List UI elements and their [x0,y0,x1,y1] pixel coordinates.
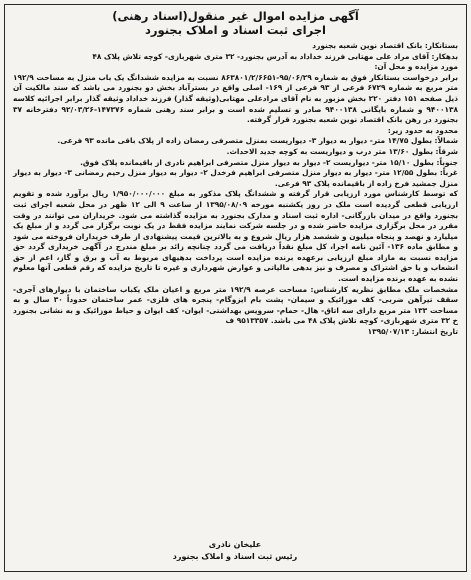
subject-heading: مورد مزایده و محل آن: [374,62,458,72]
notice-title-line1: آگهی مزایده اموال غیر منقول(اسناد رهنی) [112,9,359,23]
west-boundary: غرباً: بطول ۱۲/۵۵ متر- دیوار به دیوار منزل متصرفی ابراهیم فرخدل ۲- دیوار به دیوار منزل رحیم رمضانی ۳- دیوار به دیوار منزل جمشید فرخ زاده از باقیمانده پلاک ۹۳ فرعی. [13,168,458,188]
notice-title-line2: اجرای ثبت اسناد و املاک بجنورد [145,23,326,37]
debtor-paragraph: بدهکار: آقای مراد علی مهتابی فرزند خداداد به آدرس بجنورد- ۳۲ متری شهربازی- کوچه تلاش پلاک ۴۸ [92,51,458,61]
property-specs-paragraph: مشخصات ملک مطابق نظریه کارشناس: مساحت عرصه ۱۹۲/۹ متر مربع و اعیان ملک یکباب ساختمان با دیوارهای آجری- سقف تیرآهن ضربی- کف موزائیک و سیمان- پشت بام ایزوگام- پنجره های فلزی- عمر ساختمان حدوداً ۳۰ سال و به مساحت ۱۳۳ متر مربع دارای سه اتاق- هال- حمام- سرویس بهداشتی- ایوان- کف ایوان و حیاط موزائیک و به نشانی بجنورد خ ۳۲ متری شهربازی- کوچه تلاش پلاک ۴۸ می باشد. ۹۵۱۳۳۵۷ ف [13,284,459,326]
notice-body [13,41,458,338]
east-boundary: شرقاً: بطول ۱۳/۶۰ متر درب و دیواریست به کوچه جدید الاحداث. [226,146,458,156]
notice-page [4,4,467,572]
subject-paragraph: برابر درخواست بستانکار فوق به شماره ۹۵/۰۶/۲۹-۸۶۳۸۰۱/۲/۶۶۵۱ نسبت به مزایده ششدانگ یک باب منزل به مساحت ۱۹۲/۹ متر مربع به شماره ۶۷۲۹ فرعی از ۹۳ فرعی از ۱۶۹- اصلی واقع در بسترآباد بخش دو بجنورد می باشد که سند مالکیت آن ذیل صفحه ۱۵۱ دفتر ۲۲۰ بخش مزبور به نام آقای مرادعلی مهتابی(وثیقه گذار) فرزند خداداد وثیقه گذار برابر اجرائیه کلاسه ۹۴۰۰۱۳۸ و شماره بایگانی ۹۴۰۰۱۳۸ صادر و تسلیم شده است و برابر سند رهنی شماره ۱۴۷۳۷۶-۹۲/۰۳/۲۶ دفترخانه ۳۷ بجنورد در رهن بانک اقتصاد نوین شعبه بجنورد قرار گرفته. [13,72,458,125]
publish-date: تاریخ انتشار: ۱۳۹۵/۰۷/۱۳ [367,327,458,337]
creditor-paragraph: بستانکار: بانک اقتصاد نوین شعبه بجنورد [312,41,458,50]
north-boundary: شمالاً: بطول ۱۴/۷۵ متر- دیوار به دیوار ۳- دیواریست بمنزل متصرفی رمضان زاده از پلاک باقی مانده ۹۳ فرعی. [57,136,458,146]
signatory-title: رئیس ثبت اسناد و املاک بجنورد [172,552,298,561]
signatory-name: علیخان نادری [208,540,262,549]
south-boundary: جنوباً: بطول ۱۵/۱۰ متر- دیواریست ۲- دیوار به دیوار منزل متصرفی ابراهیم نادری از باقیمانده پلاک فوق. [80,157,458,167]
auction-terms-paragraph: که توسط کارشناس مورد ارزیابی قرار گرفته و ششدانگ پلاک مذکور به مبلغ ۱/۹۵۰/۰۰۰/۰۰۰ ریال برآورد شده و تقویم ارزیابی قطعی گردیده است ملک در روز یکشنبه مورخه ۱۳۹۵/۰۸/۰۹ از ساعت ۹ الی ۱۲ ظهر در محل شعبه اجرای ثبت بجنورد واقع در میدان بازرگانی- اداره ثبت اسناد و مدارک بجنورد به مزایده گذاشته می شود. خریداران می توانند در وقت مقرر در محل برگزاری مزایده حاضر شده و در جلسه شرکت نمایند مزایده فقط در یک نوبت برگزار می گردد و از مبلغ یک میلیارد و نهصد و پنجاه میلیون و ششصد هزار ریال شروع و به بالاترین قیمت پیشنهادی از طرف خریداران فروخته می شود و مطابق ماده ۱۳۶- آئین نامه اجرا، کل مبلغ نقداً دریافت می گردد چنانچه زائد بر مبلغ مندرج در آگهی خریداری گردد حق مزایده نسبت به مازاد مبلغ ارزیابی برعهده برنده مزایده است پرداخت بدهیهای مربوط به آب و برق و گاز، اعم از حق انشعاب و یا حق اشتراک و مصرف و نیز بدهی مالیاتی و عوارض شهرداری و غیره تا تاریخ مزایده که رقم قطعی آنها معلوم نشده به عهده برنده مزایده است. [13,189,458,284]
boundaries-heading: محدود به حدود زیر: [387,125,458,135]
signature-block [135,539,335,563]
